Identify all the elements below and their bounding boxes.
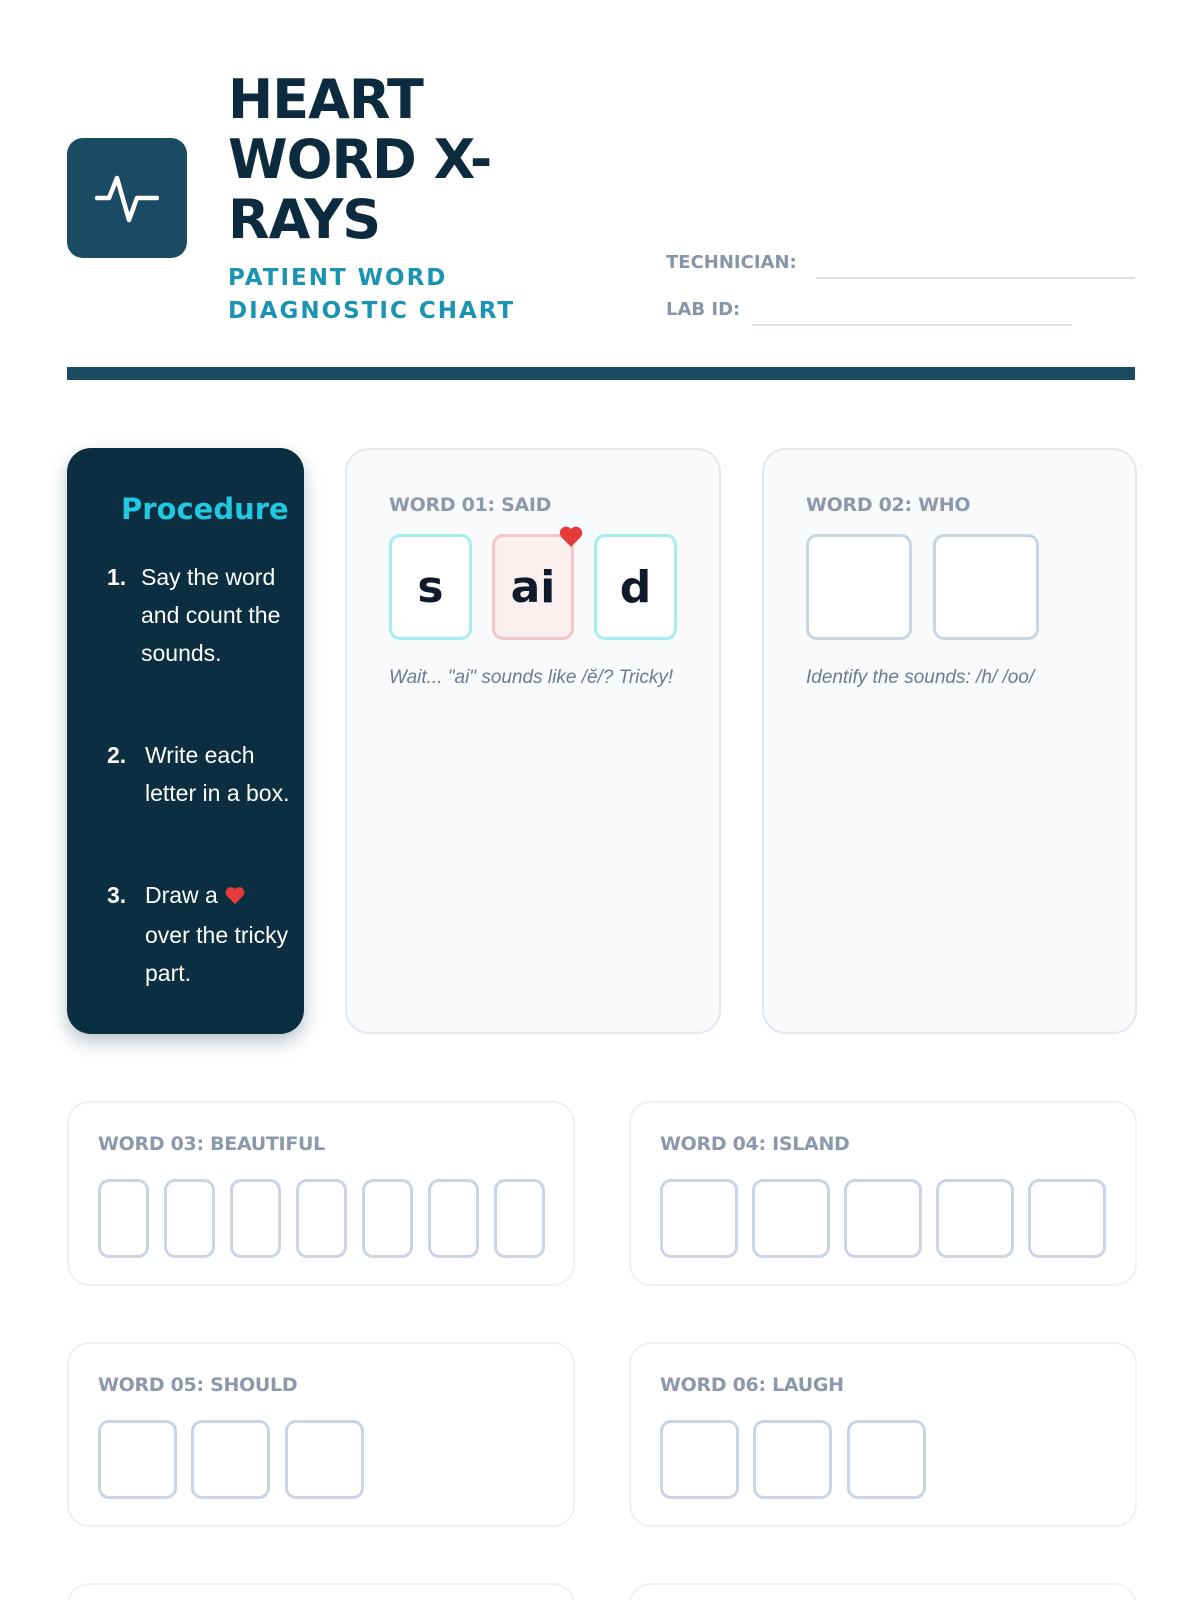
word-label: WORD 04: ISLAND <box>660 1133 850 1155</box>
letter-box[interactable] <box>753 1420 832 1499</box>
heart-icon <box>558 524 584 553</box>
word-label: WORD 05: SHOULD <box>98 1374 298 1396</box>
page-subtitle: PATIENT WORD DIAGNOSTIC CHART <box>228 265 516 324</box>
letter-box[interactable] <box>98 1420 177 1499</box>
letter-box[interactable] <box>98 1179 149 1258</box>
step-number: 2. <box>107 742 127 768</box>
word-card-laugh <box>629 1342 1137 1527</box>
word-hint: Identify the sounds: /h/ /oo/ <box>806 667 1035 688</box>
letter-box[interactable] <box>933 534 1039 640</box>
letter-box[interactable] <box>752 1179 830 1258</box>
step-number: 3. <box>107 882 127 908</box>
word-label: WORD 03: BEAUTIFUL <box>98 1133 325 1155</box>
step-number: 1. <box>107 564 127 590</box>
letter-box[interactable] <box>494 1179 545 1258</box>
step-text <box>107 876 297 992</box>
word-hint: Wait... "ai" sounds like /ĕ/? Tricky! <box>389 667 674 688</box>
worksheet-header <box>67 66 1135 382</box>
procedure-title: Procedure <box>121 492 289 526</box>
letter-box[interactable] <box>806 534 912 640</box>
technician-label: TECHNICIAN: <box>666 252 797 273</box>
letter-box[interactable] <box>660 1179 738 1258</box>
header-divider <box>67 367 1135 380</box>
step-text: Say the word and count the sounds. <box>141 564 281 666</box>
pulse-icon <box>67 138 187 258</box>
letter-box[interactable] <box>191 1420 270 1499</box>
letter-box[interactable] <box>936 1179 1014 1258</box>
letter-box[interactable] <box>285 1420 364 1499</box>
procedure-step-1 <box>107 558 297 672</box>
word-card-said <box>345 448 721 1034</box>
lab-id-field[interactable] <box>752 324 1072 326</box>
procedure-step-2 <box>107 736 297 812</box>
letter-box[interactable] <box>428 1179 479 1258</box>
technician-field[interactable] <box>816 277 1135 279</box>
step-text-before: Draw a <box>145 882 218 908</box>
letter-box[interactable] <box>1028 1179 1106 1258</box>
step-text-after: over the tricky part. <box>145 921 289 986</box>
letter-box[interactable] <box>164 1179 215 1258</box>
letter-box[interactable] <box>230 1179 281 1258</box>
letter-box-tricky[interactable]: ai <box>492 534 574 640</box>
heart-icon <box>224 878 246 916</box>
letter-box[interactable] <box>847 1420 926 1499</box>
letter-box[interactable] <box>296 1179 347 1258</box>
word-card-who <box>762 448 1137 1034</box>
word-card-island <box>629 1101 1137 1286</box>
word-card-should <box>67 1342 575 1527</box>
letter-box[interactable]: d <box>594 534 677 640</box>
letter-box[interactable] <box>660 1420 739 1499</box>
page-title: HEART WORD X-RAYS <box>228 68 492 251</box>
word-card-beautiful <box>67 1101 575 1286</box>
letter-box[interactable]: s <box>389 534 472 640</box>
word-label: WORD 02: WHO <box>806 494 971 516</box>
step-text: Write each letter in a box. <box>145 742 290 806</box>
word-card-partial <box>629 1583 1137 1600</box>
procedure-step-3 <box>107 876 297 992</box>
lab-id-label: LAB ID: <box>666 299 741 320</box>
letter-box[interactable] <box>844 1179 922 1258</box>
word-label: WORD 06: LAUGH <box>660 1374 844 1396</box>
word-label: WORD 01: SAID <box>389 494 552 516</box>
word-card-partial <box>67 1583 575 1600</box>
letter-box[interactable] <box>362 1179 413 1258</box>
procedure-panel <box>67 448 304 1034</box>
